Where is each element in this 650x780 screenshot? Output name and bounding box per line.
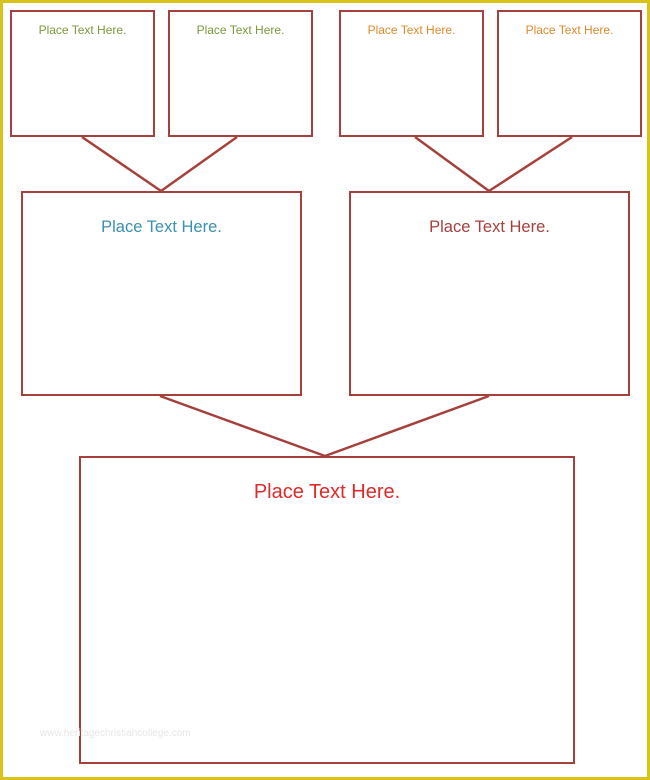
watermark-text: www.heritagechristiancollege.com bbox=[40, 728, 191, 739]
bottom-box-label: Place Text Here. bbox=[253, 481, 401, 503]
middle-box-2-label: Place Text Here. bbox=[429, 218, 550, 236]
connector-top-2 bbox=[161, 137, 237, 191]
top-box-4 bbox=[497, 10, 642, 137]
top-box-3-label: Place Text Here. bbox=[367, 23, 456, 37]
top-box-2 bbox=[168, 10, 313, 137]
connector-top-1 bbox=[82, 137, 161, 191]
top-box-1 bbox=[10, 10, 155, 137]
top-box-3 bbox=[339, 10, 484, 137]
bottom-box bbox=[79, 456, 575, 764]
top-box-4-label: Place Text Here. bbox=[525, 23, 614, 37]
middle-box-2 bbox=[349, 191, 630, 396]
connector-mid-2 bbox=[325, 396, 489, 456]
middle-box-1-label: Place Text Here. bbox=[101, 218, 222, 236]
connector-top-4 bbox=[489, 137, 572, 191]
connector-top-3 bbox=[415, 137, 489, 191]
connector-mid-1 bbox=[160, 396, 325, 456]
top-box-2-label: Place Text Here. bbox=[196, 23, 285, 37]
middle-box-1 bbox=[21, 191, 302, 396]
top-box-1-label: Place Text Here. bbox=[38, 23, 127, 37]
